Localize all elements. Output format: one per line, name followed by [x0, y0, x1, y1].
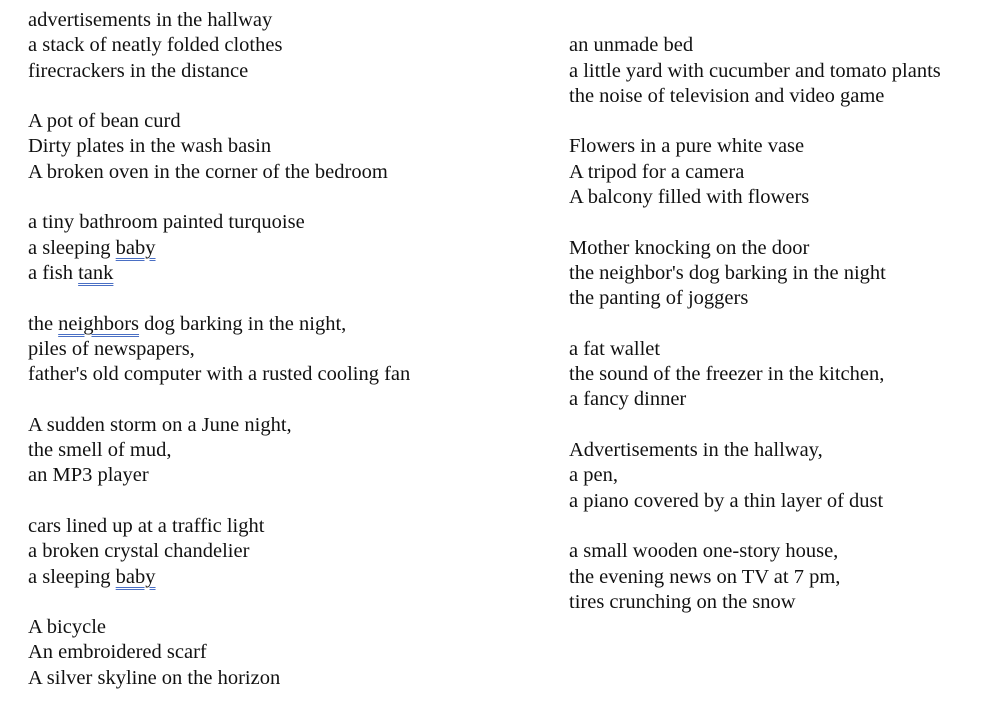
stanza-gap — [28, 185, 548, 210]
stanza-gap — [28, 286, 548, 311]
stanza-gap — [28, 84, 548, 109]
spellcheck-underlined-word[interactable]: neighbors — [58, 312, 140, 335]
stanza — [28, 109, 548, 185]
text-line: advertisements in the hallway — [28, 9, 273, 31]
text-line: A broken oven in the corner of the bedroom — [28, 160, 388, 183]
stanza-gap — [569, 109, 989, 134]
text-line: A balcony filled with flowers — [569, 186, 810, 209]
text-line: the sound of the freezer in the kitchen, — [569, 363, 885, 386]
text-line: tires crunching on the snow — [569, 590, 796, 613]
text-line: an MP3 player — [28, 464, 149, 487]
text-line — [28, 565, 548, 590]
stanza — [569, 438, 989, 514]
right-column — [569, 8, 989, 615]
text-line: A sudden storm on a June night, — [28, 413, 292, 436]
text-line: the evening news on TV at 7 pm, — [569, 565, 841, 588]
text-line: a fat wallet — [569, 337, 661, 360]
stanza — [569, 8, 989, 109]
line-text: dog barking in the night, — [139, 312, 347, 335]
text-line — [28, 261, 548, 286]
spellcheck-underlined-word[interactable]: baby — [115, 236, 156, 259]
text-line: the panting of joggers — [569, 287, 749, 310]
text-line: A tripod for a camera — [569, 160, 745, 183]
text-line: a small wooden one-story house, — [569, 540, 839, 563]
text-line: Mother knocking on the door — [569, 236, 810, 259]
text-line: a piano covered by a thin layer of dust — [569, 489, 884, 512]
text-line: Dirty plates in the wash basin — [28, 135, 272, 158]
text-line: a broken crystal chandelier — [28, 540, 250, 563]
stanza — [569, 539, 989, 615]
line-text: the — [28, 312, 59, 335]
text-line: A bicycle — [28, 616, 106, 639]
text-line — [569, 8, 989, 33]
stanza-gap — [28, 387, 548, 412]
text-line: A pot of bean curd — [28, 110, 181, 133]
spellcheck-underlined-word[interactable]: tank — [78, 261, 114, 284]
stanza — [569, 134, 989, 210]
stanza — [28, 8, 548, 84]
text-line: Advertisements in the hallway, — [569, 439, 823, 462]
text-line: a pen, — [569, 464, 618, 487]
stanza-gap — [28, 489, 548, 514]
stanza — [28, 413, 548, 489]
stanza — [569, 337, 989, 413]
stanza-gap — [569, 514, 989, 539]
text-line: A silver skyline on the horizon — [28, 666, 281, 689]
stanza-gap — [28, 590, 548, 615]
left-column — [28, 8, 548, 691]
text-line: father's old computer with a rusted cooling fan — [28, 363, 411, 386]
stanza-gap — [569, 210, 989, 235]
stanza — [28, 312, 548, 388]
text-line: a fancy dinner — [569, 388, 687, 411]
stanza — [569, 236, 989, 312]
text-line — [28, 236, 548, 261]
line-text: a fish — [28, 261, 79, 284]
spellcheck-underlined-word[interactable]: baby — [115, 565, 156, 588]
line-text: a sleeping — [28, 236, 116, 259]
stanza — [28, 615, 548, 691]
text-line: cars lined up at a traffic light — [28, 514, 265, 537]
text-line — [28, 312, 548, 337]
stanza — [28, 210, 548, 286]
text-line: An embroidered scarf — [28, 641, 207, 664]
text-line: a tiny bathroom painted turquoise — [28, 211, 305, 234]
text-line: Flowers in a pure white vase — [569, 135, 805, 158]
text-line: the noise of television and video game — [569, 84, 885, 107]
stanza — [28, 514, 548, 590]
text-line: the smell of mud, — [28, 439, 172, 462]
line-text: a sleeping — [28, 565, 116, 588]
stanza-gap — [569, 413, 989, 438]
text-line: piles of newspapers, — [28, 337, 195, 360]
text-line: firecrackers in the distance — [28, 59, 249, 82]
text-line: the neighbor's dog barking in the night — [569, 261, 886, 284]
text-line: an unmade bed — [569, 34, 694, 57]
text-line: a stack of neatly folded clothes — [28, 34, 283, 57]
stanza-gap — [569, 312, 989, 337]
text-line: a little yard with cucumber and tomato plants — [569, 59, 941, 82]
